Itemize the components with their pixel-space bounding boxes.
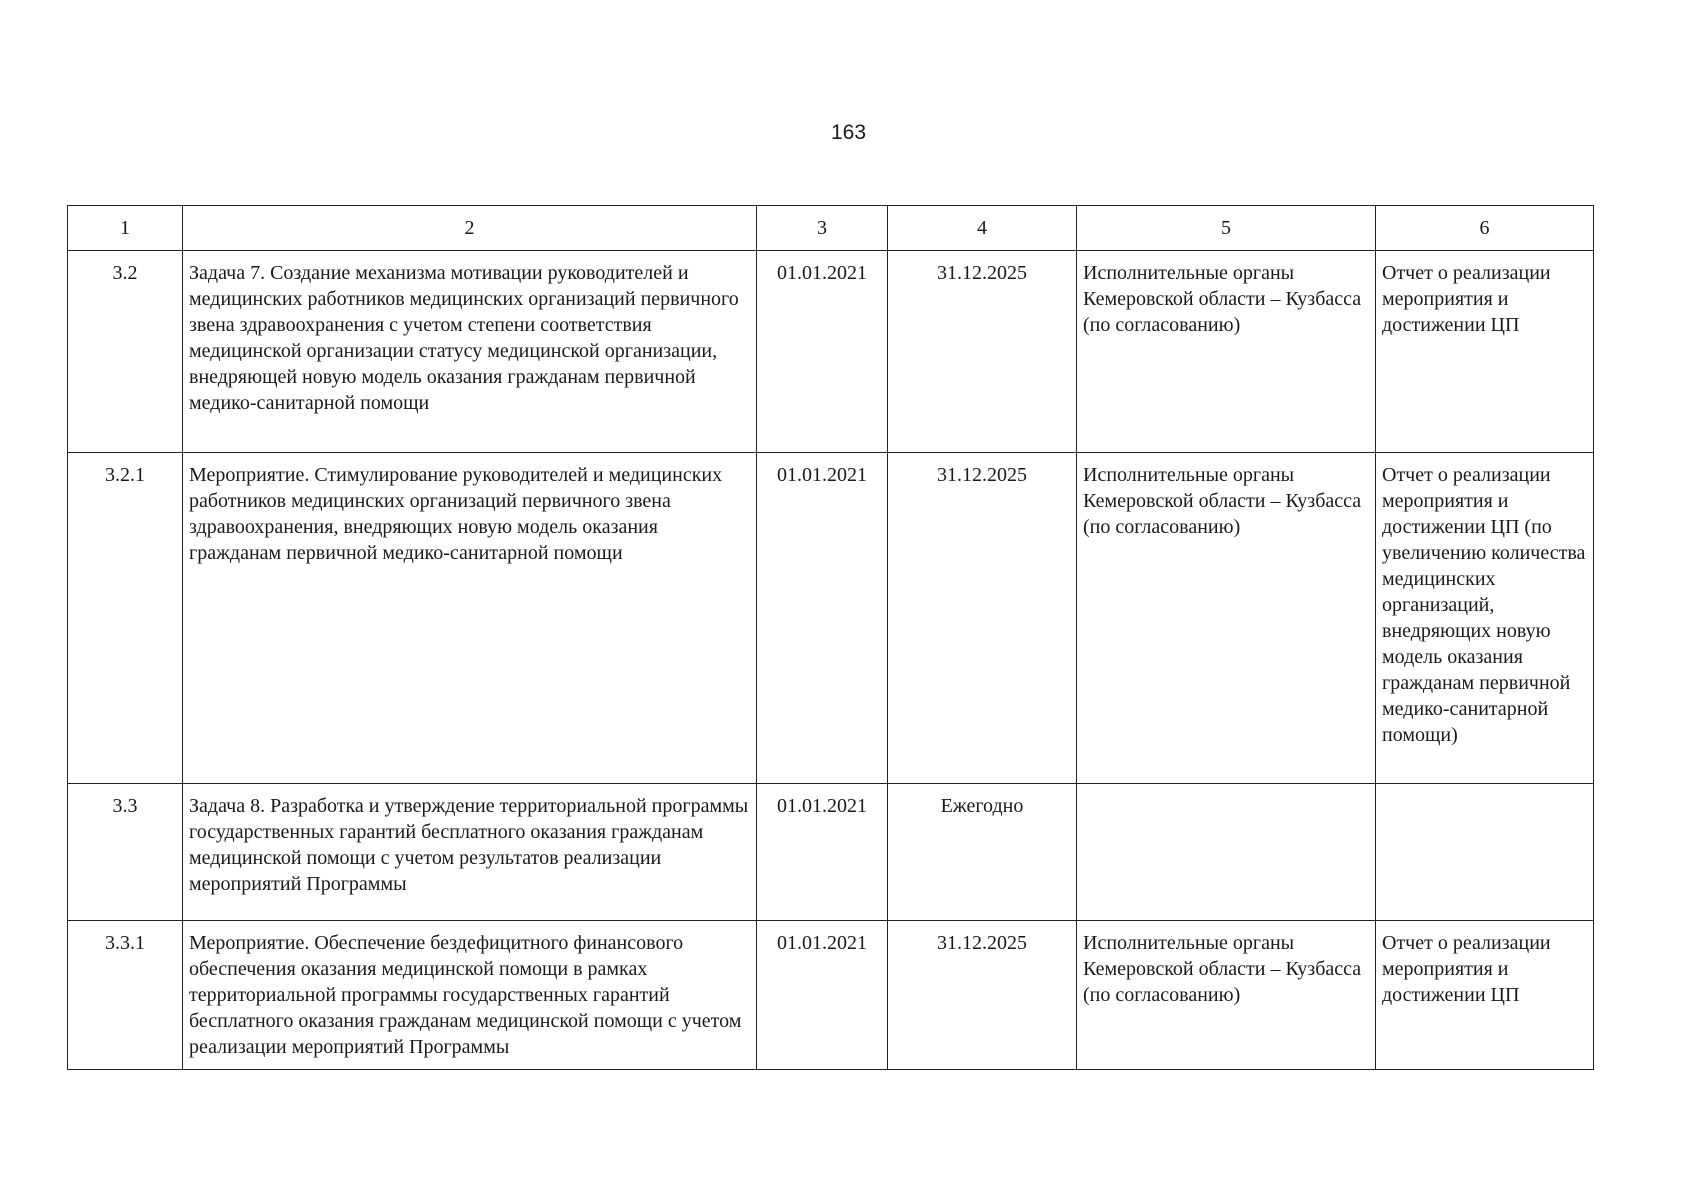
row-executor [1077,784,1376,921]
column-header: 2 [183,206,757,251]
row-executor: Исполнительные органы Кемеровской области – Кузбасса (по согласованию) [1077,921,1376,1070]
column-header: 3 [757,206,888,251]
row-description: Задача 8. Разработка и утверждение территориальной программы государственных гарантий бесплатного оказания гражданам медицинской помощи с учетом результатов реализации мероприятий Программы [183,784,757,921]
row-end-date: 31.12.2025 [888,453,1077,784]
row-executor: Исполнительные органы Кемеровской области – Кузбасса (по согласованию) [1077,251,1376,453]
row-result [1376,784,1594,921]
row-number: 3.3 [68,784,183,921]
column-header: 4 [888,206,1077,251]
row-description: Мероприятие. Обеспечение бездефицитного финансового обеспечения оказания медицинской помощи в рамках территориальной программы государственных гарантий бесплатного оказания гражданам медицинской помощи с учетом реализации мероприятий Программы [183,921,757,1070]
table-row [68,251,1594,453]
column-header: 6 [1376,206,1594,251]
page-number: 163 [830,121,867,144]
table-row [68,784,1594,921]
row-result: Отчет о реализации мероприятия и достижении ЦП (по увеличению количества медицинских организаций, внедряющих новую модель оказания гражданам первичной медико-санитарной помощи) [1376,453,1594,784]
table-row [68,921,1594,1070]
row-start-date: 01.01.2021 [757,921,888,1070]
row-number: 3.3.1 [68,921,183,1070]
program-table [67,205,1594,1070]
row-description: Мероприятие. Стимулирование руководителей и медицинских работников медицинских организаций первичного звена здравоохранения, внедряющих новую модель оказания гражданам первичной медико-санитарной помощи [183,453,757,784]
row-end-date: 31.12.2025 [888,251,1077,453]
row-description: Задача 7. Создание механизма мотивации руководителей и медицинских работников медицинских организаций первичного звена здравоохранения с учетом степени соответствия медицинской организации статусу медицинской организации, внедряющей новую модель оказания гражданам первичной медико-санитарной помощи [183,251,757,453]
row-end-date: 31.12.2025 [888,921,1077,1070]
row-number: 3.2.1 [68,453,183,784]
column-header: 1 [68,206,183,251]
row-executor: Исполнительные органы Кемеровской области – Кузбасса (по согласованию) [1077,453,1376,784]
column-header: 5 [1077,206,1376,251]
row-result: Отчет о реализации мероприятия и достижении ЦП [1376,921,1594,1070]
row-start-date: 01.01.2021 [757,453,888,784]
row-result: Отчет о реализации мероприятия и достижении ЦП [1376,251,1594,453]
row-end-date: Ежегодно [888,784,1077,921]
row-start-date: 01.01.2021 [757,251,888,453]
row-start-date: 01.01.2021 [757,784,888,921]
table-row [68,453,1594,784]
table-header-row [68,206,1594,251]
row-number: 3.2 [68,251,183,453]
